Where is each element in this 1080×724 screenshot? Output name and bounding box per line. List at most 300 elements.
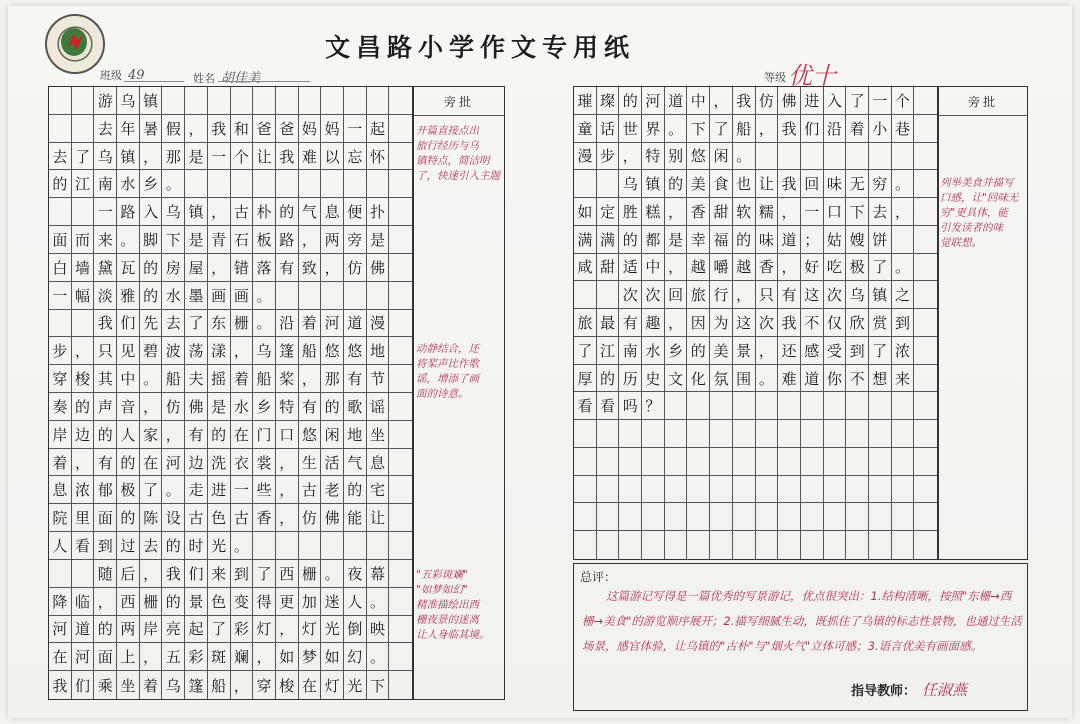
- grid-cell: 吃: [824, 254, 847, 282]
- grid-cell: 有: [299, 393, 322, 421]
- grid-cell: 旅: [574, 309, 597, 337]
- grid-cell: 香: [253, 504, 276, 532]
- grid-cell: 有: [276, 254, 299, 282]
- grid-cell: 幻: [344, 643, 367, 671]
- grid-cell: 古: [231, 504, 254, 532]
- grid-cell: 的: [117, 449, 140, 477]
- grid-cell: 口: [276, 421, 299, 449]
- grid-cell: 如: [276, 643, 299, 671]
- grid-cell: 美: [710, 337, 733, 365]
- grid-cell: 特: [642, 143, 665, 171]
- grid-cell: 是: [367, 226, 390, 254]
- grid-cell: 。: [892, 254, 915, 282]
- grid-cell: [710, 503, 733, 531]
- grid-cell: 路: [276, 226, 299, 254]
- grid-cell: [597, 448, 620, 476]
- grid-cell: 岸: [49, 421, 72, 449]
- grid-cell: [389, 226, 412, 254]
- grid-cell: 回: [801, 170, 824, 198]
- grid-cell: 难: [778, 365, 801, 393]
- grid-cell: ，: [619, 143, 642, 171]
- grid-cell: 致: [299, 254, 322, 282]
- grid-cell: [389, 198, 412, 226]
- grid-cell: 着: [231, 365, 254, 393]
- grid-cell: 一: [49, 282, 72, 310]
- grid-cell: 屋: [185, 254, 208, 282]
- grid-cell: 道: [778, 226, 801, 254]
- grid-cell: [892, 392, 915, 420]
- teacher-signature: 指导教师： 任淑燕: [850, 681, 967, 699]
- grid-cell: [824, 392, 847, 420]
- grid-cell: 趣: [642, 309, 665, 337]
- grid-cell: 的: [72, 393, 95, 421]
- grid-cell: [914, 309, 937, 337]
- grid-cell: [710, 448, 733, 476]
- grid-cell: 的: [208, 421, 231, 449]
- grid-cell: 过: [117, 532, 140, 560]
- grid-cell: [801, 503, 824, 531]
- grid-cell: [389, 254, 412, 282]
- grid-cell: 先: [140, 310, 163, 338]
- grid-cell: [892, 531, 915, 559]
- grid-cell: 咸: [574, 254, 597, 282]
- grid-cell: 家: [140, 421, 163, 449]
- grid-cell: [276, 532, 299, 560]
- side-comment-header: 旁批: [939, 87, 1027, 116]
- grid-cell: [756, 503, 779, 531]
- grid-cell: 有: [778, 281, 801, 309]
- grid-cell: 。: [231, 532, 254, 560]
- grid-cell: 越: [733, 254, 756, 282]
- grid-cell: 我: [733, 87, 756, 115]
- grid-cell: 着: [140, 671, 163, 699]
- grid-cell: 次: [824, 281, 847, 309]
- grid-cell: 。: [321, 560, 344, 588]
- grid-cell: 到: [892, 309, 915, 337]
- grid-cell: [665, 392, 688, 420]
- grid-cell: 景: [733, 337, 756, 365]
- grid-cell: 节: [367, 365, 390, 393]
- grid-cell: [778, 448, 801, 476]
- grid-cell: [914, 337, 937, 365]
- grid-cell: [778, 143, 801, 171]
- grid-cell: [892, 448, 915, 476]
- grid-cell: 以: [321, 143, 344, 171]
- grid-cell: [914, 476, 937, 504]
- grid-cell: 甜: [710, 198, 733, 226]
- grid-cell: 化: [687, 365, 710, 393]
- grid-cell: 是: [665, 226, 688, 254]
- grid-cell: 见: [117, 337, 140, 365]
- grid-cell: 闲: [710, 143, 733, 171]
- grid-cell: ，: [231, 671, 254, 699]
- grid-cell: 游: [94, 87, 117, 115]
- grid-cell: 映: [367, 616, 390, 644]
- grid-cell: 脚: [140, 226, 163, 254]
- grid-cell: 水: [117, 170, 140, 198]
- grid-cell: 在: [140, 449, 163, 477]
- grid-cell: 们: [72, 671, 95, 699]
- grid-cell: 了: [710, 115, 733, 143]
- grid-cell: [619, 531, 642, 559]
- grid-cell: [597, 281, 620, 309]
- grid-cell: 地: [344, 421, 367, 449]
- grid-cell: 西: [276, 560, 299, 588]
- grid-cell: [253, 532, 276, 560]
- grid-cell: 仿: [756, 87, 779, 115]
- grid-cell: 变: [231, 588, 254, 616]
- grid-cell: 起: [185, 616, 208, 644]
- grid-cell: [824, 143, 847, 171]
- grid-cell: [869, 531, 892, 559]
- grid-cell: [914, 281, 937, 309]
- grid-cell: 奏: [49, 393, 72, 421]
- grid-cell: 。: [253, 282, 276, 310]
- grid-cell: [914, 226, 937, 254]
- grid-cell: 越: [687, 254, 710, 282]
- grid-cell: 来: [208, 560, 231, 588]
- grid-cell: ，: [208, 198, 231, 226]
- grid-cell: [389, 449, 412, 477]
- overall-comment-box: [573, 563, 1028, 711]
- grid-cell: 了: [574, 337, 597, 365]
- grid-cell: 西: [117, 588, 140, 616]
- grid-cell: [756, 420, 779, 448]
- grid-cell: ，: [94, 588, 117, 616]
- grid-cell: [914, 448, 937, 476]
- grid-cell: 桨: [276, 365, 299, 393]
- grid-cell: [756, 531, 779, 559]
- grid-cell: 无: [846, 170, 869, 198]
- grid-cell: 乌: [619, 170, 642, 198]
- grid-cell: [824, 420, 847, 448]
- grid-cell: 去: [869, 198, 892, 226]
- grid-cell: 也: [733, 170, 756, 198]
- grid-cell: [389, 504, 412, 532]
- grid-cell: 南: [619, 337, 642, 365]
- grid-cell: 嚼: [710, 254, 733, 282]
- grid-cell: 栅: [140, 588, 163, 616]
- grid-cell: 佛: [367, 254, 390, 282]
- grid-cell: 福: [710, 226, 733, 254]
- grid-cell: 我: [162, 560, 185, 588]
- grid-cell: 幕: [367, 560, 390, 588]
- grid-cell: ，: [276, 476, 299, 504]
- grid-cell: 活: [321, 449, 344, 477]
- grid-cell: 仿: [162, 393, 185, 421]
- grid-cell: 璀: [574, 87, 597, 115]
- grid-cell: 河: [162, 449, 185, 477]
- grid-cell: ，: [665, 198, 688, 226]
- grid-cell: 乌: [162, 671, 185, 699]
- grid-cell: [72, 560, 95, 588]
- grid-cell: [642, 531, 665, 559]
- grid-cell: [231, 87, 254, 115]
- grid-cell: [778, 476, 801, 504]
- grid-cell: 的: [687, 337, 710, 365]
- grid-cell: 一: [801, 198, 824, 226]
- grid-cell: 你: [824, 365, 847, 393]
- grid-cell: [574, 420, 597, 448]
- grid-cell: [687, 503, 710, 531]
- grid-cell: 我: [778, 309, 801, 337]
- grid-cell: 入: [140, 198, 163, 226]
- grid-cell: 想: [869, 365, 892, 393]
- grid-cell: [687, 476, 710, 504]
- grid-cell: 氛: [710, 365, 733, 393]
- grid-cell: 河: [321, 310, 344, 338]
- grid-cell: 仿: [344, 254, 367, 282]
- grid-cell: 妈: [321, 115, 344, 143]
- class-field: 班级 49: [100, 68, 145, 83]
- grid-cell: ，: [299, 226, 322, 254]
- grid-cell: 暑: [140, 115, 163, 143]
- grid-cell: [846, 448, 869, 476]
- grid-cell: [710, 420, 733, 448]
- grid-cell: 船: [162, 365, 185, 393]
- grid-cell: [914, 503, 937, 531]
- grid-cell: 只: [756, 281, 779, 309]
- grid-cell: 斑: [208, 643, 231, 671]
- grid-cell: 悠: [299, 421, 322, 449]
- grid-cell: [892, 420, 915, 448]
- grid-cell: 青: [208, 226, 231, 254]
- grid-cell: 道: [801, 365, 824, 393]
- grid-cell: [914, 198, 937, 226]
- grid-cell: 吗: [619, 392, 642, 420]
- grid-cell: [185, 170, 208, 198]
- grid-cell: 。: [117, 226, 140, 254]
- grid-cell: 次: [756, 309, 779, 337]
- grid-cell: [49, 115, 72, 143]
- grid-cell: [597, 170, 620, 198]
- grid-cell: 船: [733, 115, 756, 143]
- grid-cell: [824, 531, 847, 559]
- name-field: 姓名 胡佳美: [193, 71, 261, 86]
- grid-cell: 极: [117, 476, 140, 504]
- grid-cell: [710, 476, 733, 504]
- grid-cell: 光: [208, 532, 231, 560]
- grid-cell: ，: [276, 449, 299, 477]
- grid-cell: 我: [276, 143, 299, 171]
- grid-cell: 。: [367, 588, 390, 616]
- grid-cell: 的: [597, 365, 620, 393]
- grid-cell: 道: [665, 87, 688, 115]
- grid-cell: 景: [185, 588, 208, 616]
- grid-cell: 看: [574, 392, 597, 420]
- grid-cell: 乌: [117, 87, 140, 115]
- grid-cell: 甜: [597, 254, 620, 282]
- grid-cell: 一: [231, 476, 254, 504]
- grid-cell: 不: [801, 309, 824, 337]
- grid-cell: 看: [597, 392, 620, 420]
- grid-cell: ，: [140, 143, 163, 171]
- grid-cell: 水: [162, 282, 185, 310]
- grid-cell: [733, 531, 756, 559]
- grid-cell: [276, 282, 299, 310]
- grid-cell: 其: [94, 365, 117, 393]
- grid-cell: 的: [140, 282, 163, 310]
- grid-cell: 味: [756, 226, 779, 254]
- grid-cell: [824, 503, 847, 531]
- grid-cell: [389, 616, 412, 644]
- grid-cell: [276, 170, 299, 198]
- grid-cell: [642, 476, 665, 504]
- grid-cell: [846, 392, 869, 420]
- grid-cell: 一: [208, 143, 231, 171]
- grid-cell: 次: [642, 281, 665, 309]
- grid-cell: 黛: [94, 254, 117, 282]
- grid-cell: [49, 198, 72, 226]
- grid-cell: [389, 310, 412, 338]
- grid-cell: 下: [687, 115, 710, 143]
- grid-cell: 镇: [117, 143, 140, 171]
- grid-cell: [914, 143, 937, 171]
- grid-cell: 别: [665, 143, 688, 171]
- grid-cell: 便: [344, 198, 367, 226]
- grid-cell: 历: [619, 365, 642, 393]
- grid-cell: 面: [49, 226, 72, 254]
- grid-cell: 极: [846, 254, 869, 282]
- grid-cell: 老: [321, 476, 344, 504]
- grid-cell: 让: [253, 143, 276, 171]
- grid-cell: 漫: [367, 310, 390, 338]
- grid-cell: 道: [72, 616, 95, 644]
- grid-cell: 那: [321, 365, 344, 393]
- grid-cell: 软: [733, 198, 756, 226]
- grid-cell: ，: [140, 393, 163, 421]
- grid-cell: 的: [619, 226, 642, 254]
- grid-cell: 宅: [367, 476, 390, 504]
- grid-cell: ，: [665, 309, 688, 337]
- grid-cell: [299, 532, 322, 560]
- grid-cell: [665, 476, 688, 504]
- grid-cell: [914, 365, 937, 393]
- grid-cell: ，: [710, 87, 733, 115]
- grid-cell: 降: [49, 588, 72, 616]
- grid-cell: [869, 448, 892, 476]
- grid-cell: 着: [299, 310, 322, 338]
- grid-cell: 坐: [367, 421, 390, 449]
- grid-cell: [389, 560, 412, 588]
- grid-cell: 的: [140, 254, 163, 282]
- grid-cell: ，: [276, 504, 299, 532]
- grid-cell: 幅: [72, 282, 95, 310]
- grid-cell: 扑: [367, 198, 390, 226]
- grid-cell: [801, 143, 824, 171]
- grid-cell: ，: [231, 337, 254, 365]
- grid-cell: 乡: [140, 170, 163, 198]
- grid-cell: [389, 393, 412, 421]
- grid-cell: 香: [687, 198, 710, 226]
- grid-cell: 话: [597, 115, 620, 143]
- grid-cell: 来: [892, 365, 915, 393]
- grid-cell: [389, 588, 412, 616]
- grid-cell: 洗: [208, 449, 231, 477]
- grid-cell: 美: [687, 170, 710, 198]
- grid-cell: ；: [801, 226, 824, 254]
- grid-cell: [49, 87, 72, 115]
- grid-cell: ，: [140, 643, 163, 671]
- grid-cell: 船: [253, 365, 276, 393]
- margin-note-3: "五彩斑斓" "如梦如幻" 精准描绘出西 栅夜景的迷离 让人身临其境。: [416, 569, 490, 641]
- grid-cell: 瓦: [117, 254, 140, 282]
- grid-cell: [574, 531, 597, 559]
- grid-cell: 的: [162, 532, 185, 560]
- grid-cell: 迷: [321, 588, 344, 616]
- grid-cell: 梭: [276, 671, 299, 699]
- grid-cell: 白: [49, 254, 72, 282]
- grid-cell: 看: [72, 532, 95, 560]
- grid-cell: 乌: [253, 337, 276, 365]
- grid-cell: [756, 392, 779, 420]
- grid-cell: [389, 143, 412, 171]
- grid-cell: [778, 420, 801, 448]
- grid-cell: 石: [231, 226, 254, 254]
- grid-cell: 之: [892, 281, 915, 309]
- grid-cell: 感: [801, 337, 824, 365]
- grid-cell: 特: [276, 393, 299, 421]
- grid-cell: 篷: [276, 337, 299, 365]
- grid-cell: [801, 476, 824, 504]
- grid-cell: 江: [597, 337, 620, 365]
- grid-cell: 去: [162, 310, 185, 338]
- grid-cell: [778, 503, 801, 531]
- grid-cell: 。: [140, 365, 163, 393]
- grid-cell: ，: [185, 115, 208, 143]
- grid-cell: 有: [619, 309, 642, 337]
- grid-cell: [619, 420, 642, 448]
- grid-cell: 嫂: [846, 226, 869, 254]
- grid-cell: 人: [117, 421, 140, 449]
- grid-cell: 乌: [162, 198, 185, 226]
- grid-cell: [892, 143, 915, 171]
- grid-cell: 漾: [208, 337, 231, 365]
- grid-cell: [846, 420, 869, 448]
- grid-cell: [389, 282, 412, 310]
- grid-cell: 落: [253, 254, 276, 282]
- grid-cell: 在: [49, 643, 72, 671]
- grid-cell: [801, 392, 824, 420]
- grid-cell: 去: [140, 532, 163, 560]
- grid-cell: [619, 503, 642, 531]
- grid-cell: 悠: [687, 143, 710, 171]
- grid-cell: 房: [162, 254, 185, 282]
- grid-cell: [687, 392, 710, 420]
- grid-cell: [733, 420, 756, 448]
- grid-cell: 息: [321, 198, 344, 226]
- school-logo: [45, 14, 105, 74]
- grid-cell: 两: [321, 226, 344, 254]
- grid-cell: 去: [49, 143, 72, 171]
- grid-cell: [756, 448, 779, 476]
- grid-cell: 裳: [253, 449, 276, 477]
- grid-cell: ，: [321, 254, 344, 282]
- grid-cell: [710, 392, 733, 420]
- grid-cell: 这: [801, 281, 824, 309]
- grid-cell: 镇: [869, 281, 892, 309]
- grid-cell: 那: [162, 143, 185, 171]
- grid-cell: [710, 531, 733, 559]
- grid-cell: 的: [49, 170, 72, 198]
- grid-cell: [869, 503, 892, 531]
- grid-cell: 了: [185, 310, 208, 338]
- grid-cell: 乌: [94, 143, 117, 171]
- grid-cell: 让: [367, 504, 390, 532]
- left-writing-grid: [48, 86, 413, 700]
- grid-cell: 悠: [344, 337, 367, 365]
- grid-cell: 灯: [321, 671, 344, 699]
